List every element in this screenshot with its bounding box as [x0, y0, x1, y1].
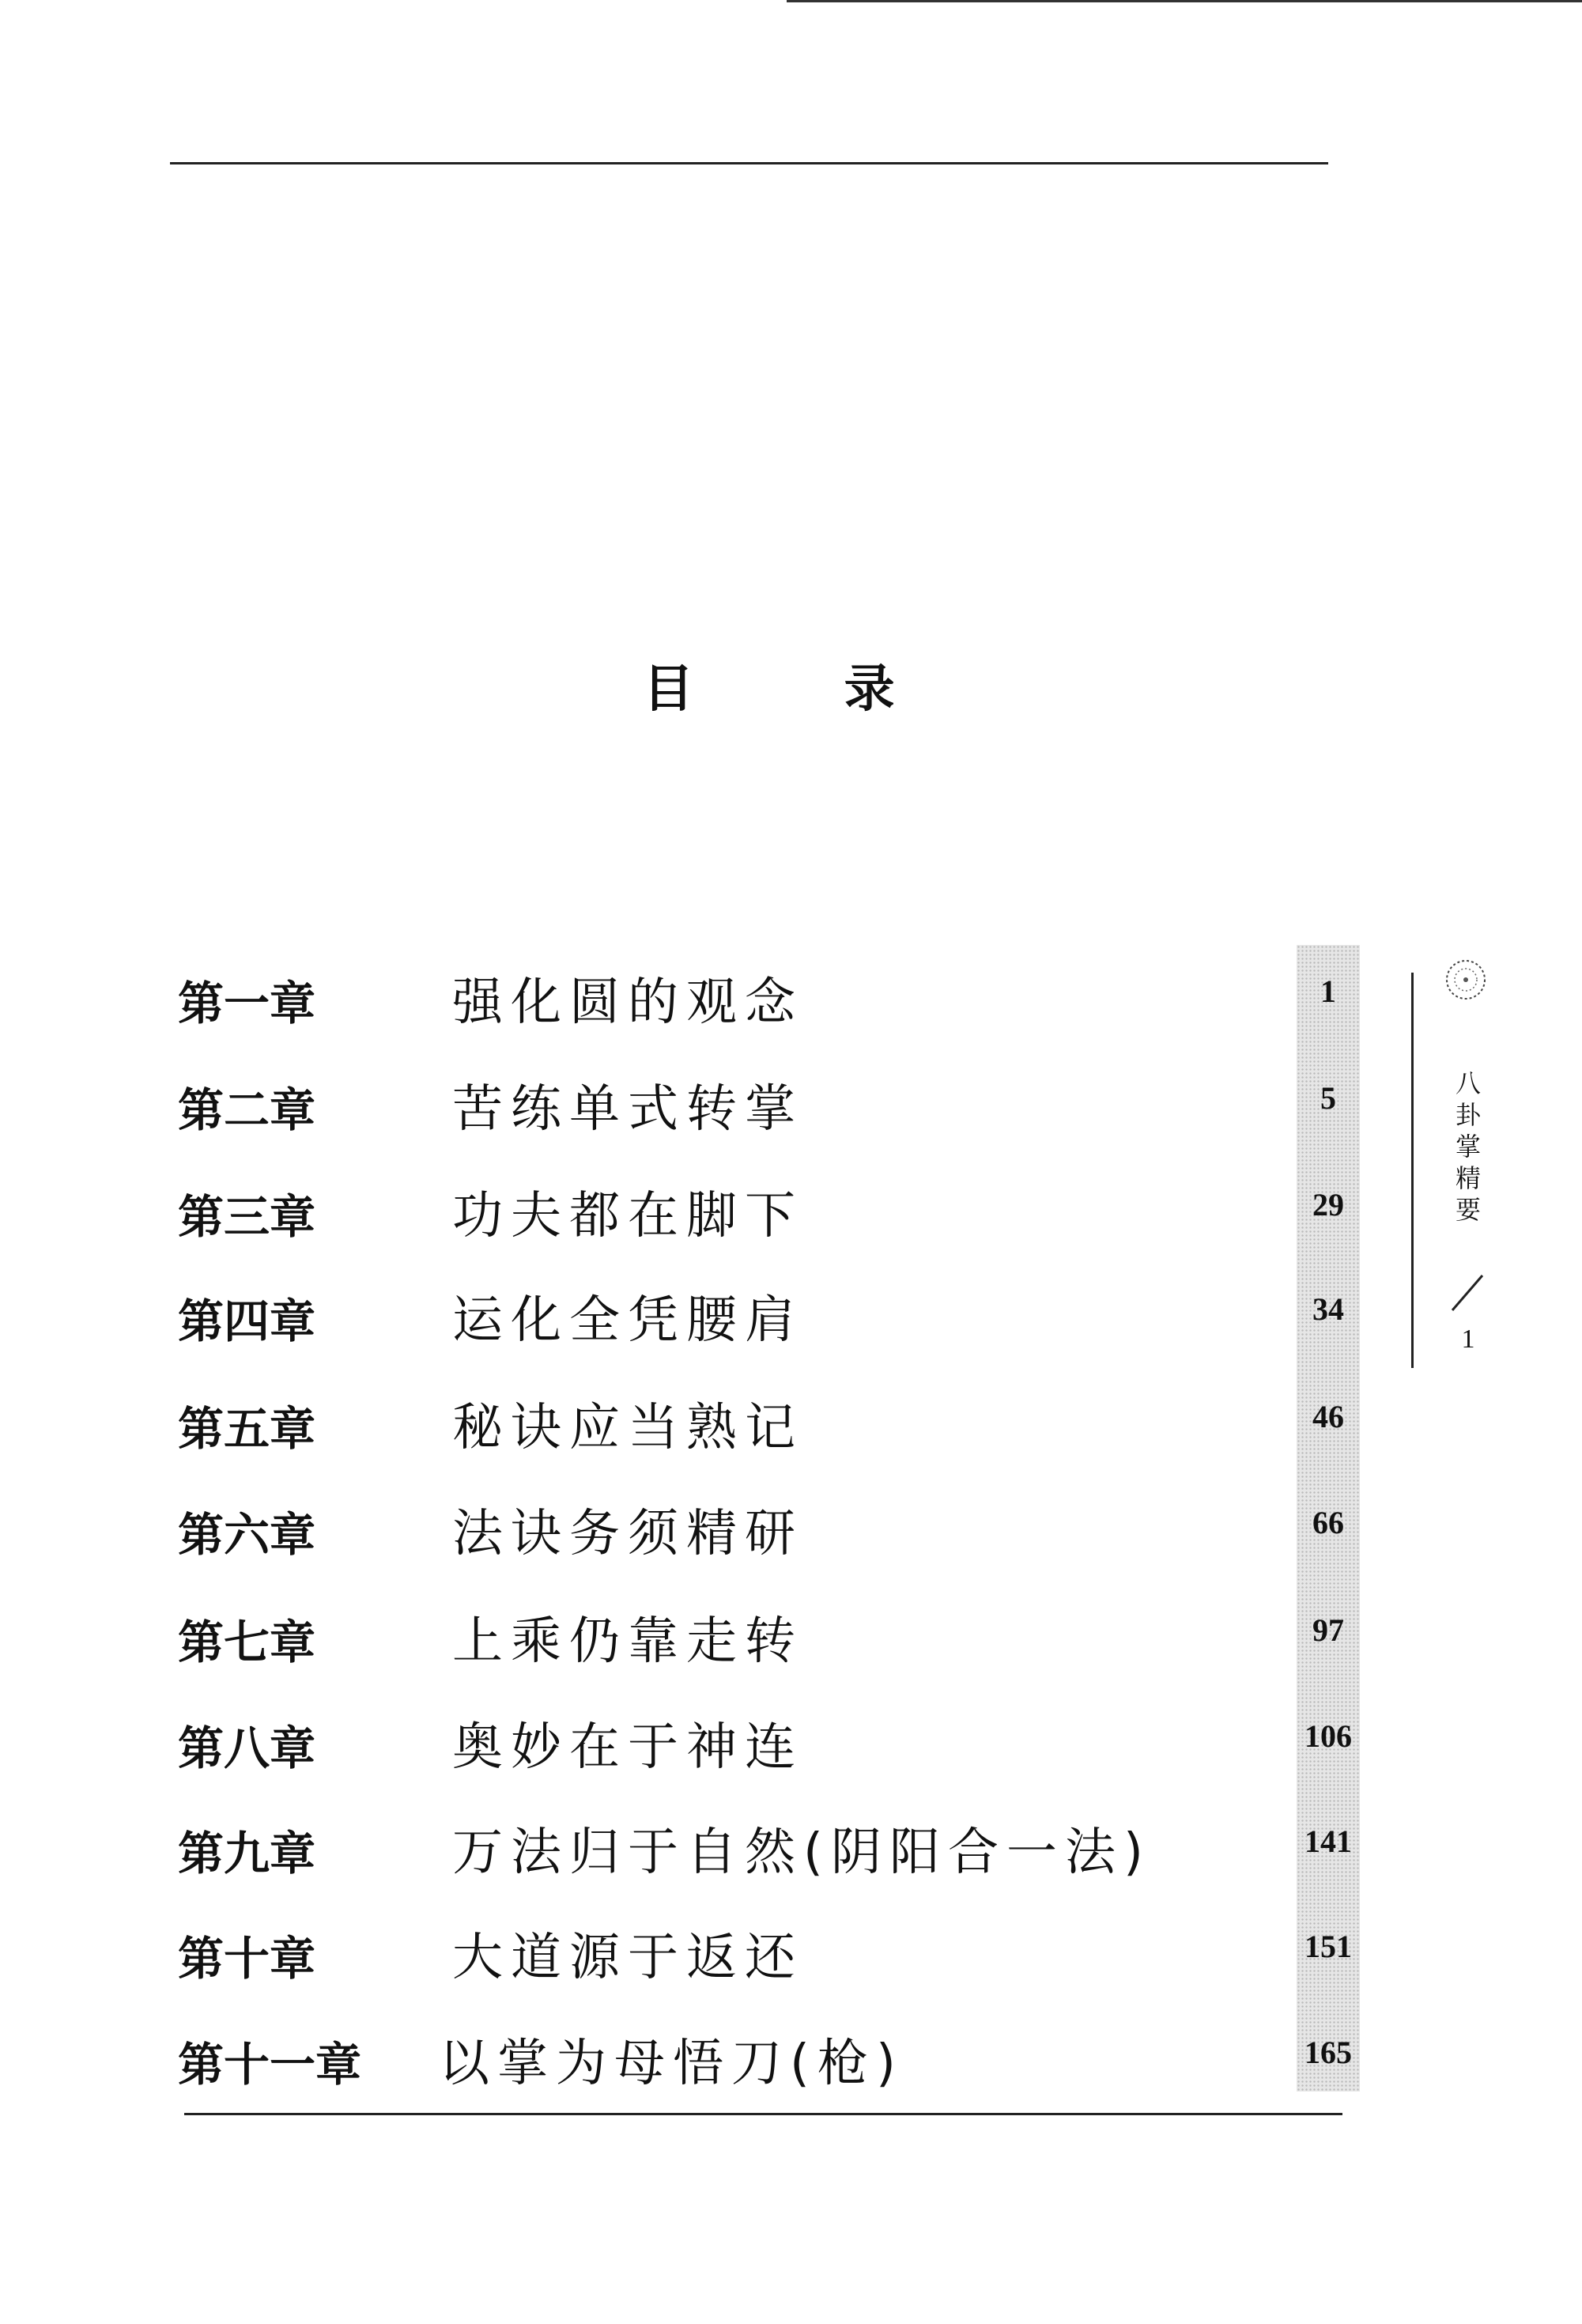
chapter-number: 第五章: [178, 1402, 316, 1456]
page-number: 165: [1304, 2035, 1352, 2070]
page-number: 151: [1304, 1929, 1352, 1964]
chapter-title: 功夫都在脚下: [452, 1187, 803, 1245]
chapter-title: 以掌为母悟刀(枪): [439, 2035, 904, 2093]
page-title: 目 录: [643, 660, 961, 719]
chapter-number: 第六章: [178, 1508, 316, 1562]
toc-entry-3[interactable]: [0, 1170, 1582, 1257]
chapter-number: 第八章: [178, 1721, 316, 1775]
toc-entry-9[interactable]: [0, 1807, 1582, 1894]
chapter-number: 第四章: [178, 1294, 316, 1348]
slash-icon: [1443, 1269, 1490, 1317]
chapter-title: 苦练单式转掌: [452, 1080, 803, 1139]
chapter-title: 万法归于自然(阴阳合一法): [452, 1823, 1151, 1882]
side-page-number: 1: [1461, 1324, 1475, 1354]
chapter-title: 大道源于返还: [452, 1929, 803, 1987]
chapter-title: 法诀务须精研: [452, 1505, 803, 1563]
toc-entry-5[interactable]: [0, 1382, 1582, 1469]
toc-entry-7[interactable]: [0, 1596, 1582, 1683]
chapter-number: 第十一章: [178, 2038, 362, 2092]
chapter-title: 秘诀应当熟记: [452, 1399, 803, 1457]
page-number: 141: [1304, 1823, 1352, 1859]
chapter-title: 运化全凭腰肩: [452, 1291, 803, 1350]
seal-logo-icon: [1443, 957, 1489, 1003]
chapter-number: 第二章: [178, 1083, 316, 1137]
side-tab: [1411, 957, 1498, 1368]
page-number: 106: [1304, 1718, 1352, 1754]
toc-entry-11[interactable]: [0, 2018, 1582, 2105]
toc-entry-10[interactable]: [0, 1912, 1582, 1999]
footer-rule: [184, 2113, 1342, 2115]
toc-entry-8[interactable]: [0, 1702, 1582, 1789]
page-number: 29: [1312, 1187, 1344, 1222]
side-book-title: 八卦掌精要: [1455, 1068, 1481, 1225]
chapter-number: 第九章: [178, 1827, 316, 1880]
chapter-number: 第一章: [178, 977, 316, 1030]
chapter-title: 奥妙在于神连: [452, 1718, 803, 1777]
chapter-title: 上乘仍靠走转: [452, 1612, 803, 1671]
page-number: 66: [1312, 1505, 1344, 1540]
toc-entry-6[interactable]: [0, 1488, 1582, 1575]
toc-entry-1[interactable]: [0, 957, 1582, 1044]
side-tab-divider: [1411, 973, 1414, 1368]
page-number: 1: [1320, 973, 1336, 1009]
page-number: 97: [1312, 1612, 1344, 1648]
chapter-number: 第七章: [178, 1615, 316, 1669]
page-number: 46: [1312, 1399, 1344, 1434]
toc-entry-2[interactable]: [0, 1064, 1582, 1151]
page-number: 34: [1312, 1291, 1344, 1327]
toc-entry-4[interactable]: [0, 1275, 1582, 1362]
chapter-number: 第十章: [178, 1932, 316, 1986]
page-number: 5: [1320, 1080, 1336, 1116]
chapter-number: 第三章: [178, 1190, 316, 1244]
chapter-title: 强化圆的观念: [452, 973, 803, 1032]
